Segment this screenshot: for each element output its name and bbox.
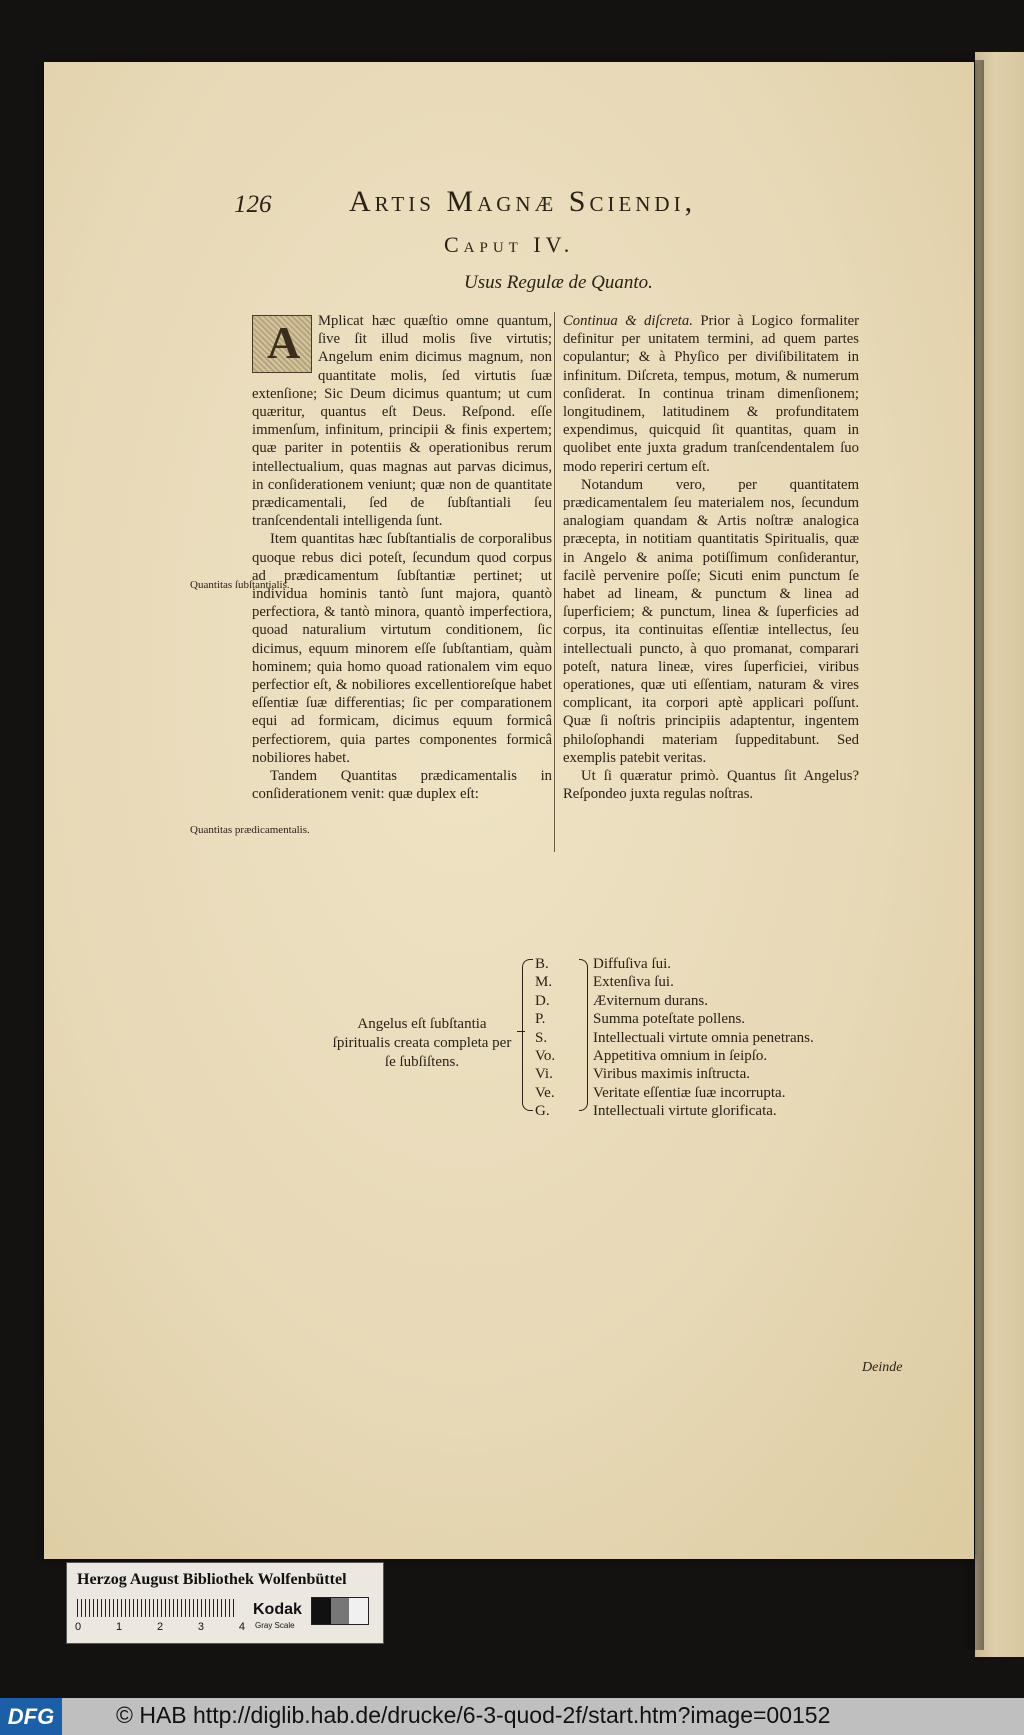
swatch-gray xyxy=(331,1598,350,1624)
angel-diagram xyxy=(327,955,887,1125)
gray-scale-label: Gray Scale xyxy=(255,1621,295,1630)
diagram-letter: Vo. xyxy=(535,1047,556,1064)
paragraph-text: Prior à Logico formaliter definitur per unitatem termini, ad quem partes copulantur; & à Phyſico per diviſibilitatem in infinitum. Diſcreta, tempus, motum, & numerum conſiderat. In continua trinam dimenſionem; longitudinem, latitudinem & profunditatem expendimus, quicquid ſit quantitas, quam in quolibet ente juxta gradum tranſcendentalem ſuo modo reperiri certum eſt. xyxy=(563,313,860,475)
diagram-letter: Vi. xyxy=(535,1066,553,1083)
ruler-numbers xyxy=(75,1621,245,1633)
diagram-item: Veritate eſſentiæ ſuæ incorrupta. xyxy=(593,1084,786,1101)
chapter-heading: Caput IV. xyxy=(444,232,575,257)
diagram-item: Summa poteſtate pollens. xyxy=(593,1011,746,1028)
diagram-letter: D. xyxy=(535,992,550,1009)
diagram-letter: P. xyxy=(535,1011,546,1028)
left-brace xyxy=(522,959,533,1111)
diagram-label: Angelus eſt ſubſtantia ſpiritualis creata completa per ſe ſubſiſtens. xyxy=(332,1016,512,1070)
dropcap-letter: A xyxy=(267,317,301,368)
lead-phrase: Continua & diſcreta. xyxy=(563,313,693,329)
ruler-number: 2 xyxy=(156,1621,164,1633)
left-column xyxy=(252,312,552,803)
diagram-letters xyxy=(535,955,575,1121)
ruler-number: 4 xyxy=(238,1621,245,1633)
ruler-number: 1 xyxy=(115,1621,123,1633)
ruler-scale xyxy=(77,1599,237,1617)
margin-note-substantialis: Quantitas ſubſtantialis. xyxy=(190,579,290,591)
diagram-item: Intellectuali virtute glorificata. xyxy=(593,1103,777,1120)
section-title: Usus Regulæ de Quanto. xyxy=(464,272,653,293)
paragraph: Notandum vero, per quantitatem prædicamentalem ſeu materialem nos, ſecundum analogiam quandam & Artis noſtræ analogica præcepta, in notitiam quantitatis Spiritualis, quæ in Angelo & anima potiſſimum conſiderantur, facilè pervenire poſſe; Sicuti enim punctum ſe habet ad lineam, & punctum & linea ad ſuperficiem; & punctum, linea & ſuperficies ad corpus, ita continuitas eſſentiæ intellectus, ſeu intellectuali puncto, à quo promanat, comparari poteſt, natura lineæ, vires ſuperficiei, viribus operationes, quæ uti eſſentiam, naturam & vires complicant, ita corpori aptè applicari poſſunt. Quæ ſi noſtris principiis adaptentur, ingentem philoſophandi materiam ſuppeditabunt. Sed exemplis patebit veritas. xyxy=(563,476,859,766)
paragraph: Mplicat hæc quæſtio omne quantum, ſive ſit illud molis ſive virtutis; Angelum enim dicimus magnum, non quantitate molis, ſed virtutis ſuæ extenſione; Sic Deum dicimus quantum; ut cum quæritur, quantus eſt Deus. Reſpond. eſſe immenſum, infinitum, principii & finis expertem; quæ pariter in potentiis & operationibus rerum intellectualium, quas magnas aut parvas dicimus, in conſiderationem veniunt; quæ non de quantitate prædicamentali, ſed de ſubſtantiali ſeu tranſcendentali intelligenda ſunt. xyxy=(252,313,552,530)
running-head xyxy=(234,185,794,225)
library-color-card xyxy=(66,1562,384,1644)
library-name: Herzog August Bibliothek Wolfenbüttel xyxy=(77,1571,347,1588)
diagram-item: Viribus maximis inſtructa. xyxy=(593,1066,750,1083)
catchword: Deinde xyxy=(862,1360,903,1375)
kodak-brand: Kodak xyxy=(253,1601,302,1618)
margin-note-praedicamentalis: Quantitas prædicamentalis. xyxy=(190,824,310,836)
paragraph xyxy=(563,312,859,476)
decorated-initial xyxy=(252,315,312,373)
dfg-logo: DFG xyxy=(0,1698,62,1735)
diagram-item: Intellectuali virtute omnia penetrans. xyxy=(593,1029,814,1046)
swatch-white xyxy=(349,1598,368,1624)
diagram-letter: Ve. xyxy=(535,1084,555,1101)
footer-bar xyxy=(0,1698,1024,1735)
paragraph: Ut ſi quæratur primò. Quantus ſit Angelus? Reſpondeo juxta regulas noſtras. xyxy=(563,768,859,803)
ruler-number: 3 xyxy=(197,1621,205,1633)
diagram-letter: B. xyxy=(535,956,549,972)
right-column xyxy=(563,312,859,803)
book-page xyxy=(44,62,974,1559)
diagram-item: Appetitiva omnium in ſeipſo. xyxy=(593,1047,768,1064)
running-title: Artis Magnæ Sciendi, xyxy=(349,185,697,218)
gray-swatches xyxy=(311,1597,369,1625)
swatch-black xyxy=(312,1598,331,1624)
diagram-letter: S. xyxy=(535,1029,548,1046)
footer-link[interactable]: © HAB http://diglib.hab.de/drucke/6-3-quod-2f/start.htm?image=00152 xyxy=(116,1702,831,1728)
page-number: 126 xyxy=(234,191,272,218)
paragraph: Tandem Quantitas prædicamentalis in conſiderationem venit: quæ duplex eſt: xyxy=(252,768,552,803)
diagram-letter: M. xyxy=(535,974,553,991)
diagram-items xyxy=(593,955,893,1121)
column-rule xyxy=(554,312,555,852)
diagram-item: Extenſiva ſui. xyxy=(593,974,674,991)
diagram-item: Diffuſiva ſui. xyxy=(593,956,672,972)
diagram-letter: G. xyxy=(535,1103,550,1120)
diagram-item: Æviternum durans. xyxy=(593,992,708,1009)
paragraph: Item quantitas hæc ſubſtantialis de corporalibus quoque rebus dici poteſt, ſecundum quod corpus ad prædicamentum ſubſtantiæ pertinet; ut individua hominis tantò ſunt majora, quantò perfectiora, & tantò minora, quantò imperfectiora, quoad naturalium virtutum conditionem, ſic dicimus, equum minorem eſſe ſubſtantiam, quàm hominem; quia homo quoad rationalem vim equo perfectior eſt, & nobiliores excellentioreſque habet eſſentiæ ſuæ differentias; ſic per comparationem equi ad formicam, dicimus equum formicâ perfectiorem, quia partes componentes formicâ nobiliores habet. xyxy=(252,531,552,766)
right-brace xyxy=(579,959,588,1111)
ruler-number: 0 xyxy=(75,1621,82,1633)
